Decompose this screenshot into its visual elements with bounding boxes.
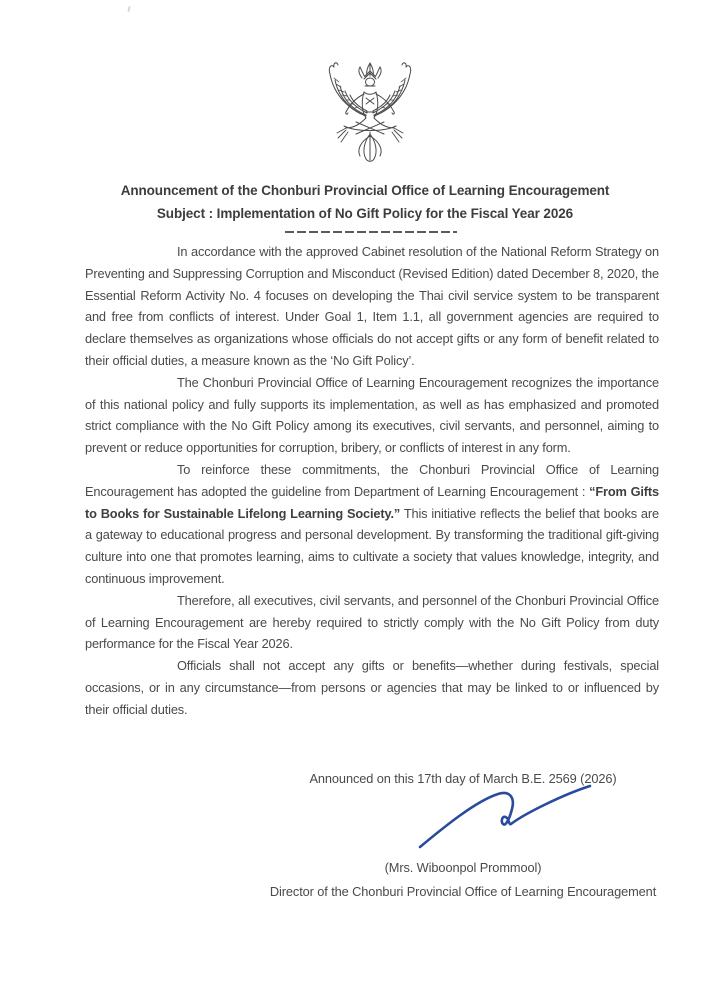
announcement-date-line: Announced on this 17th day of March B.E. 2569 (2026) — [309, 771, 617, 786]
dashed-separator-line — [285, 231, 457, 233]
paragraph-5: Officials shall not accept any gifts or benefits—whether during festivals, special occasions, or in any circumstance—from persons or agencies that may be linked to or influenced by their official duties. — [85, 658, 659, 717]
paragraph-4: Therefore, all executives, civil servants, and personnel of the Chonburi Provincial Office of Learning Encouragement are hereby required to strictly comply with the No Gift Policy from duty performance for the Fiscal Year 2026. — [85, 592, 659, 652]
document-body — [85, 241, 659, 721]
paragraph-1: In accordance with the approved Cabinet resolution of the National Reform Strategy on Preventing and Suppressing Corruption and Misconduct (Revised Edition) dated December 8, 2020, the Essential Reform Activity No. 4 focuses on developing the Thai civil service system to be transparent and free from conflicts of interest. Under Goal 1, Item 1.1, all government agencies are required to declare themselves as organizations whose officials do not accept gifts or any form of benefit related to their official duties, a measure known as the ‘No Gift Policy’. — [85, 244, 659, 368]
document-header — [28, 179, 702, 225]
garuda-emblem-icon — [322, 62, 418, 164]
scan-artifact — [127, 6, 130, 12]
paragraph-3-post: This initiative reflects the belief that books are a gateway to educational progress and personal development. By transforming the traditional gift-giving culture into one that promotes learning, aims to cultivate a society that values knowledge, integrity, and continuous improvement. — [85, 505, 659, 586]
document-title: Announcement of the Chonburi Provincial Office of Learning Encouragement — [120, 183, 610, 198]
paragraph-2: The Chonburi Provincial Office of Learning Encouragement recognizes the importance of this national policy and fully supports its implementation, as well as has emphasized and promoted strict compliance with the No Gift Policy among its executives, civil servants, and personnel, aiming to prevent or reduce opportunities for corruption, bribery, or conflicts of interest in any form. — [85, 374, 659, 456]
paragraph-3-bold-phrase: “From Gifts to Books for Sustainable Lifelong Learning Society.” — [85, 483, 659, 521]
paragraph-3-pre: To reinforce these commitments, the Chonburi Provincial Office of Learning Encouragement has adopted the guideline from Department of Learning Encouragement : — [85, 461, 659, 499]
paragraph-3 — [85, 459, 659, 590]
document-subject: Subject : Implementation of No Gift Policy for the Fiscal Year 2026 — [156, 206, 574, 221]
signatory-name: (Mrs. Wiboonpol Prommool) — [384, 860, 542, 875]
signature-icon — [410, 783, 598, 855]
signatory-title: Director of the Chonburi Provincial Office of Learning Encouragement — [269, 884, 657, 899]
